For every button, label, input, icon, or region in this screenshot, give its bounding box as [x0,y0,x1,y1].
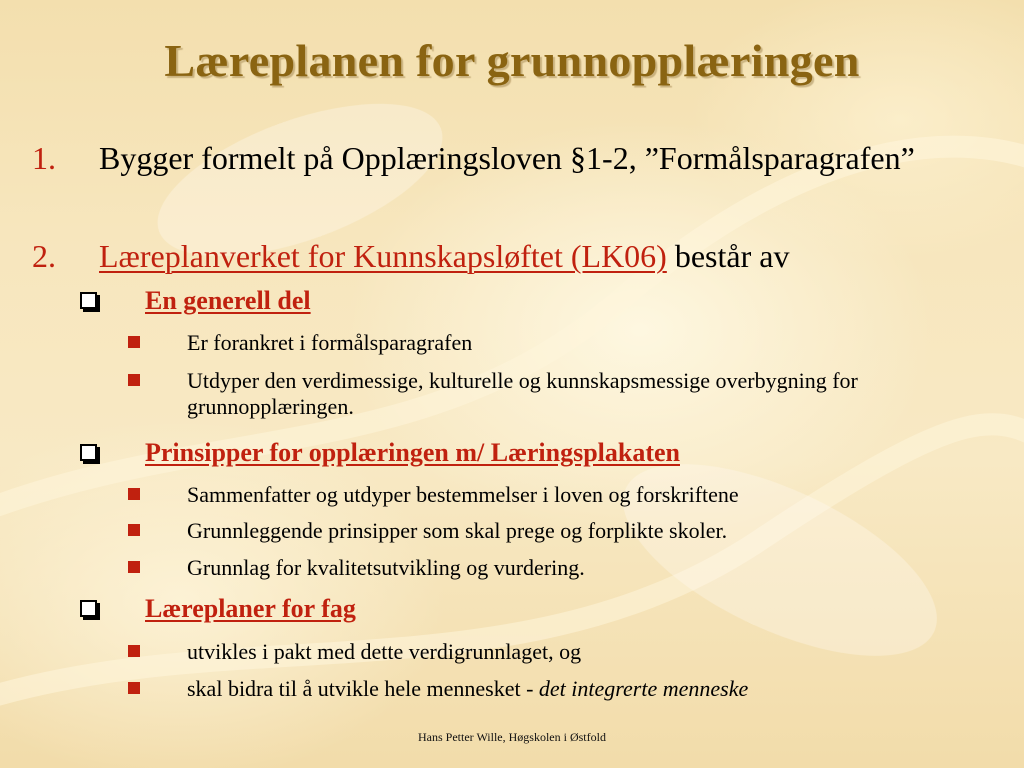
checkbox-bullet-icon [80,444,97,461]
section-link[interactable]: Prinsipper for opplæringen m/ Læringsplakaten [145,438,680,467]
bullet-text: Grunnlag for kvalitetsutvikling og vurdering. [187,555,585,580]
square-bullet-icon [128,374,140,386]
item-text: Bygger formelt på Opplæringsloven §1-2, ”Formålsparagrafen” [99,140,915,176]
item-number: 2. [32,238,56,274]
bullet-rest: den verdimessige, kulturelle og kunnskapsmessige overbygning for grunnopplæringen. [187,368,858,419]
square-bullet-icon [128,488,140,500]
bullet-text: utvikles i pakt med dette verdigrunnlaget, og [187,639,582,664]
bullet-text [187,368,947,420]
bullet-text: Er forankret i formålsparagrafen [187,330,473,355]
checkbox-bullet-icon [80,292,97,309]
item-text [99,238,979,274]
slide-title: Læreplanen for grunnopplæringen [164,35,860,86]
square-bullet-icon [128,645,140,657]
checkbox-bullet-icon [80,600,97,617]
bullet-lead: Utdyper [187,368,260,393]
bullet-emphasis: det integrerte menneske [538,676,749,701]
square-bullet-icon [128,524,140,536]
section-link[interactable]: En generell del [145,286,311,315]
slide-footer: Hans Petter Wille, Høgskolen i Østfold [418,730,606,744]
item-number: 1. [32,140,56,176]
bullet-text: Sammenfatter og utdyper bestemmelser i loven og forskriftene [187,482,739,507]
bullet-plain: skal bidra til å utvikle hele mennesket - [187,676,539,701]
square-bullet-icon [128,561,140,573]
bullet-text: Grunnleggende prinsipper som skal prege og forplikte skoler. [187,518,728,543]
bullet-text [187,676,947,702]
square-bullet-icon [128,682,140,694]
square-bullet-icon [128,336,140,348]
item-rest-text: består av [666,238,790,274]
lk06-link[interactable]: Læreplanverket for Kunnskapsløftet (LK06) [99,238,667,274]
section-link[interactable]: Læreplaner for fag [145,594,356,623]
